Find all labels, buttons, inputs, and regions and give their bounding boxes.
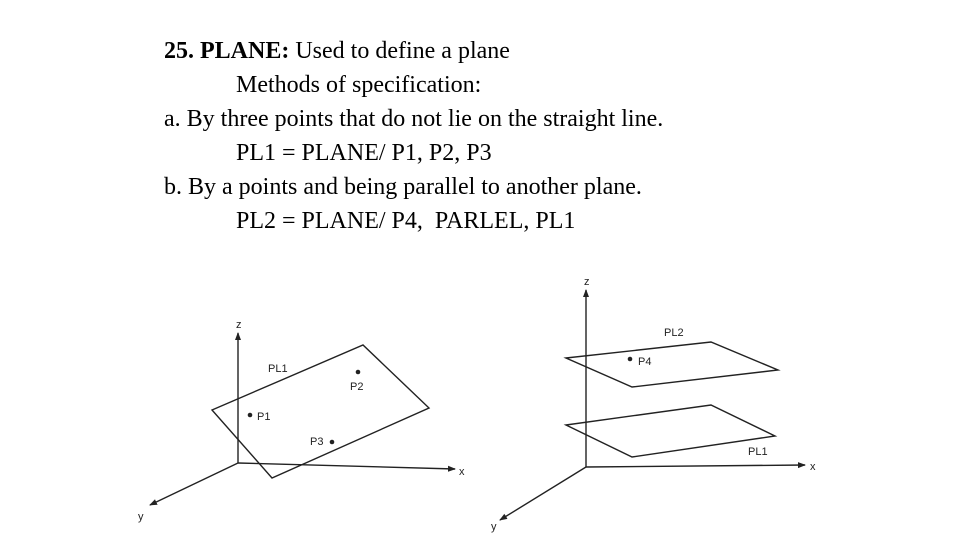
- point-p1-dot: [248, 413, 253, 418]
- point-p4-label: P4: [638, 356, 652, 368]
- right-x-axis: [586, 465, 805, 467]
- method-a: a. By three points that do not lie on the straight line.: [164, 106, 664, 132]
- statement-b: PL2 = PLANE/ P4, PARLEL, PL1: [236, 208, 576, 234]
- figure-right: [491, 276, 816, 533]
- left-z-label: z: [236, 319, 242, 331]
- figure-left: [138, 319, 465, 523]
- right-y-label: y: [491, 521, 497, 533]
- point-p3-dot: [330, 440, 335, 445]
- left-y-label: y: [138, 511, 144, 523]
- statement-a: PL1 = PLANE/ P1, P2, P3: [236, 140, 492, 166]
- heading-description: Used to define a plane: [289, 38, 510, 64]
- plane-pl1-right: [566, 405, 775, 457]
- right-z-label: z: [584, 276, 590, 288]
- point-p1-label: P1: [257, 411, 271, 423]
- point-p4-dot: [628, 357, 633, 362]
- right-x-label: x: [810, 461, 816, 473]
- methods-heading: Methods of specification:: [236, 72, 482, 98]
- plane-pl2: [566, 342, 778, 387]
- heading-number: 25.: [164, 38, 194, 64]
- point-p3-label: P3: [310, 436, 324, 448]
- method-b: b. By a points and being parallel to another plane.: [164, 174, 642, 200]
- left-plane-label: PL1: [268, 363, 288, 375]
- point-p2-dot: [356, 370, 361, 375]
- right-bottom-plane-label: PL1: [748, 446, 768, 458]
- point-p2-label: P2: [350, 381, 364, 393]
- left-x-axis: [238, 463, 455, 469]
- right-y-axis: [500, 467, 586, 520]
- left-x-label: x: [459, 466, 465, 478]
- right-top-plane-label: PL2: [664, 327, 684, 339]
- heading-keyword: PLANE:: [200, 38, 290, 64]
- plane-pl1-left: [212, 345, 429, 478]
- left-y-axis: [150, 463, 238, 505]
